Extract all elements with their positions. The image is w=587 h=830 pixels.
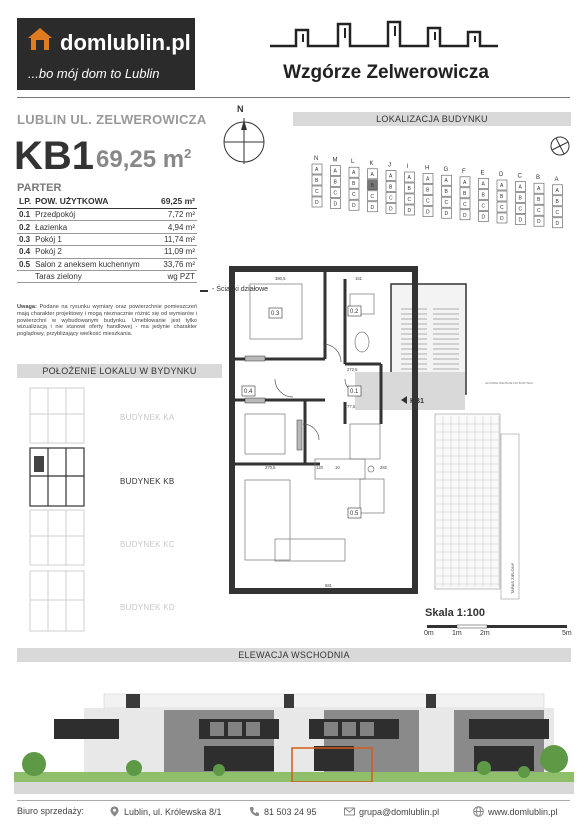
partition-wall-legend: - Ścianki działowe bbox=[212, 286, 269, 293]
room-area: wg PZT bbox=[154, 270, 197, 282]
address-text: Lublin, ul. Królewska 8/1 bbox=[124, 807, 222, 817]
compass-icon bbox=[222, 116, 266, 166]
site-unit-letter: A bbox=[463, 179, 467, 186]
room-area: 33,76 m² bbox=[154, 258, 197, 270]
location-pin-icon bbox=[109, 806, 120, 817]
footer-divider bbox=[17, 800, 570, 801]
site-unit-letter: C bbox=[555, 209, 560, 216]
phone-icon bbox=[249, 806, 260, 817]
location-section-title: LOKALIZACJA BUDYNKU bbox=[293, 112, 571, 126]
dim-text: 270,5 bbox=[265, 465, 276, 470]
footer-phone[interactable] bbox=[249, 806, 317, 817]
site-building-letter: J bbox=[388, 162, 391, 169]
dim-text: 272,5 bbox=[347, 367, 358, 372]
site-unit-letter: A bbox=[389, 173, 393, 180]
disclaimer-lead: Uwaga: bbox=[17, 304, 37, 310]
col-area-label: POW. UŻYTKOWA bbox=[33, 195, 154, 209]
site-building-letter: N bbox=[314, 156, 319, 162]
room-name: Pokój 2 bbox=[33, 246, 154, 258]
room-area: 11,09 m² bbox=[154, 246, 197, 258]
footer-email[interactable] bbox=[344, 806, 439, 817]
room-label-04: 0.4 bbox=[244, 389, 253, 395]
site-building-letter: D bbox=[499, 172, 504, 178]
site-building-f bbox=[460, 169, 470, 220]
site-unit-letter: A bbox=[481, 181, 485, 188]
email-icon bbox=[344, 806, 355, 817]
entrance-label: KB1 bbox=[410, 398, 425, 405]
site-unit-letter: C bbox=[407, 197, 412, 203]
room-area-table bbox=[17, 195, 197, 283]
site-building-letter: M bbox=[332, 157, 338, 164]
site-unit-letter: B bbox=[518, 195, 522, 202]
room-lp: 0.4 bbox=[17, 246, 33, 258]
site-building-e bbox=[479, 170, 489, 221]
site-unit-letter: B bbox=[426, 187, 430, 194]
site-unit-letter: D bbox=[407, 208, 412, 214]
footer-address bbox=[109, 806, 222, 817]
room-lp: 0.2 bbox=[17, 221, 33, 233]
site-unit-letter: C bbox=[426, 198, 430, 205]
site-building-n bbox=[312, 156, 322, 207]
dim-text: 77,5 bbox=[347, 404, 356, 409]
site-building-b bbox=[534, 175, 544, 226]
site-building-letter: I bbox=[406, 164, 409, 170]
site-unit-letter: D bbox=[463, 212, 467, 219]
site-unit-letter: A bbox=[500, 183, 504, 189]
site-unit-letter: D bbox=[500, 216, 504, 222]
site-unit-letter: D bbox=[370, 204, 375, 211]
room-lp: 0.3 bbox=[17, 233, 33, 245]
site-unit-letter: A bbox=[333, 168, 337, 175]
scale-label: Skala 1:100 bbox=[425, 607, 485, 619]
site-unit-letter: B bbox=[481, 192, 485, 199]
room-lp: 0.5 bbox=[17, 258, 33, 270]
brand-tagline: ...bo mój dom to Lublin bbox=[28, 66, 160, 81]
room-label-05: 0.5 bbox=[350, 511, 359, 517]
site-unit-letter: B bbox=[555, 198, 559, 205]
site-unit-letter: B bbox=[463, 190, 467, 197]
site-building-letter: G bbox=[443, 167, 449, 174]
terrace-note: TARAS ZIELONY bbox=[510, 562, 515, 594]
site-unit-letter: C bbox=[500, 205, 504, 211]
site-unit-letter: B bbox=[370, 182, 374, 189]
site-unit-letter: C bbox=[444, 200, 449, 207]
building-label-kc: BUDYNEK KC bbox=[120, 540, 176, 549]
site-unit-letter: D bbox=[426, 209, 430, 216]
scale-tick-1: 1m bbox=[452, 630, 462, 637]
scale-tick-0: 0m bbox=[424, 630, 434, 637]
col-lp: LP. bbox=[17, 195, 33, 209]
site-building-letter: F bbox=[462, 168, 466, 175]
globe-icon bbox=[473, 806, 484, 817]
room-lp: 0.1 bbox=[17, 209, 33, 221]
site-unit-letter: A bbox=[352, 170, 356, 177]
site-unit-letter: B bbox=[352, 181, 356, 188]
site-unit-letter: D bbox=[315, 200, 319, 206]
room-name: Salon z aneksem kuchennym bbox=[33, 258, 154, 270]
disclaimer-note bbox=[17, 304, 197, 338]
site-unit-letter: A bbox=[407, 175, 411, 181]
site-unit-letter: D bbox=[537, 219, 541, 226]
site-unit-letter: D bbox=[555, 220, 560, 227]
building-label-kb: BUDYNEK KB bbox=[120, 477, 175, 486]
site-unit-letter: C bbox=[315, 189, 319, 195]
room-area: 11,74 m² bbox=[154, 233, 197, 245]
site-unit-letter: A bbox=[555, 187, 559, 194]
site-unit-letter: D bbox=[481, 214, 486, 221]
site-building-letter: H bbox=[425, 165, 430, 172]
site-building-letter: K bbox=[369, 160, 374, 167]
building-label-kd: BUDYNEK KD bbox=[120, 603, 176, 612]
site-unit-letter: C bbox=[389, 195, 393, 202]
header-divider bbox=[17, 97, 570, 98]
building-label-ka: BUDYNEK KA bbox=[120, 413, 175, 422]
dim-text: 161 bbox=[355, 276, 362, 281]
site-unit-letter: D bbox=[333, 201, 338, 208]
table-row bbox=[17, 209, 197, 221]
disclaimer-text: Podane na rysunku wymiary oraz powierzchnie pomieszczeń mają charakter projektowy i mogą nieznacznie różnić się od wymiarów i powierzchni w wybudowanym budynku. Umeblowanie jest tylko wizualizacją i nie stanowi oferty handlowej - ma jedynie charakter poglądowy, przybliżający wielkość mieszkania. bbox=[17, 304, 197, 338]
room-name: Taras zielony bbox=[33, 270, 154, 282]
house-logo-icon bbox=[26, 26, 54, 52]
project-title: Wzgórze Zelwerowicza bbox=[283, 62, 489, 83]
site-unit-letter: A bbox=[426, 176, 430, 183]
footer-website[interactable] bbox=[473, 806, 558, 817]
room-label-03: 0.3 bbox=[271, 311, 280, 317]
site-building-l bbox=[349, 159, 359, 210]
site-unit-letter: B bbox=[500, 194, 504, 200]
email-text[interactable]: grupa@domlublin.pl bbox=[359, 807, 440, 817]
site-unit-letter: C bbox=[333, 190, 338, 197]
table-header-row bbox=[17, 195, 197, 209]
east-elevation-render bbox=[14, 664, 574, 794]
table-row bbox=[17, 221, 197, 233]
unit-code: KB1 bbox=[14, 134, 95, 178]
brand-name: domlublin.pl bbox=[60, 30, 191, 55]
site-unit-letter: B bbox=[444, 189, 448, 196]
site-building-g bbox=[442, 167, 452, 218]
scale-tick-5: 5m bbox=[562, 630, 572, 637]
table-row bbox=[17, 233, 197, 245]
room-label-02: 0.2 bbox=[350, 309, 359, 315]
site-building-h bbox=[423, 166, 433, 217]
position-section-title: POŁOŻENIE LOKALU W BYDYNKU bbox=[17, 364, 222, 378]
site-unit-letter: C bbox=[370, 193, 375, 200]
table-row bbox=[17, 270, 197, 282]
site-unit-letter: B bbox=[333, 179, 337, 186]
site-building-c bbox=[516, 174, 526, 225]
site-unit-letter: B bbox=[389, 184, 393, 191]
unit-address: LUBLIN UL. ZELWEROWICZA bbox=[17, 112, 207, 127]
room-name: Pokój 1 bbox=[33, 233, 154, 245]
scale-bar bbox=[425, 623, 571, 639]
site-unit-letter: B bbox=[537, 197, 541, 204]
site-unit-letter: A bbox=[444, 178, 448, 185]
site-unit-letter: C bbox=[518, 206, 523, 213]
dim-text: 380,5 bbox=[275, 276, 286, 281]
building-position-diagram bbox=[28, 386, 88, 636]
site-unit-letter: D bbox=[444, 211, 449, 218]
unit-area-value: 69,25 m bbox=[96, 146, 185, 173]
site-building-letter: C bbox=[517, 173, 522, 180]
site-unit-letter: A bbox=[315, 167, 319, 173]
site-unit-letter: C bbox=[352, 192, 356, 199]
phone-text[interactable]: 81 503 24 95 bbox=[264, 807, 317, 817]
site-unit-letter: D bbox=[518, 217, 523, 224]
site-building-m bbox=[331, 158, 341, 209]
unit-area-sup: 2 bbox=[184, 146, 192, 161]
dim-text: 120 bbox=[316, 465, 323, 470]
room-lp bbox=[17, 270, 33, 282]
site-unit-letter: D bbox=[389, 206, 393, 213]
site-building-a bbox=[553, 177, 563, 228]
compass-north-label: N bbox=[237, 104, 244, 114]
room-name: Przedpokój bbox=[33, 209, 154, 221]
room-label-01: 0.1 bbox=[350, 389, 359, 395]
sales-office-label: Biuro sprzedaży: bbox=[17, 806, 85, 816]
dim-text: 282 bbox=[380, 465, 387, 470]
website-text[interactable]: www.domlublin.pl bbox=[488, 807, 558, 817]
site-building-letter: B bbox=[536, 175, 541, 182]
site-unit-letter: C bbox=[463, 201, 467, 208]
site-unit-letter: D bbox=[352, 203, 356, 210]
site-building-d bbox=[497, 172, 507, 223]
elevation-section-title: ELEWACJA WSCHODNIA bbox=[17, 648, 571, 662]
dim-text: 10 bbox=[335, 465, 340, 470]
site-building-k bbox=[368, 161, 378, 212]
site-building-letter: L bbox=[351, 159, 355, 166]
room-name: Łazienka bbox=[33, 221, 154, 233]
main-entrance-note: GŁÓWNE WEJŚCIE DO BUDYNKU bbox=[485, 381, 534, 385]
col-total: 69,25 m² bbox=[154, 195, 197, 209]
unit-area bbox=[96, 146, 191, 174]
scale-tick-2: 2m bbox=[480, 630, 490, 637]
site-unit-letter: A bbox=[537, 186, 541, 193]
room-area: 4,94 m² bbox=[154, 221, 197, 233]
floor-label: PARTER bbox=[17, 182, 62, 194]
project-skyline-logo bbox=[268, 20, 500, 60]
site-location-map bbox=[290, 150, 580, 230]
site-unit-letter: B bbox=[407, 186, 411, 192]
table-row bbox=[17, 246, 197, 258]
site-building-i bbox=[405, 164, 415, 215]
site-building-j bbox=[386, 162, 396, 213]
site-building-letter: E bbox=[480, 170, 485, 177]
site-unit-letter: A bbox=[518, 184, 522, 191]
site-unit-letter: B bbox=[315, 178, 319, 184]
site-unit-letter: C bbox=[537, 208, 541, 215]
floor-plan-drawing bbox=[205, 264, 534, 604]
site-building-letter: A bbox=[554, 176, 559, 183]
site-unit-letter: A bbox=[370, 171, 374, 178]
room-area: 7,72 m² bbox=[154, 209, 197, 221]
dim-text: 681 bbox=[325, 583, 332, 588]
table-row bbox=[17, 258, 197, 270]
site-unit-letter: C bbox=[481, 203, 486, 210]
